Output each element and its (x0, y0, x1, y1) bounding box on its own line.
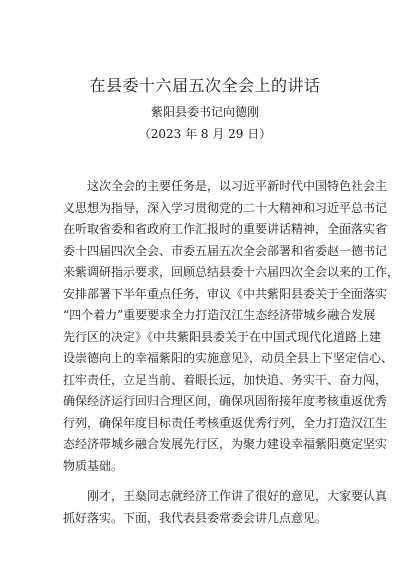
text-line: 来紫调研指示要求，回顾总结县委十六届四次全会以来的工作， (63, 265, 400, 279)
text-line: 委十四届四次全会、市委五届五次全会部署和省委赵一德书记 (63, 243, 388, 258)
text-line: 在听取省委和省政府工作汇报时的重要讲话精神，全面落实省 (63, 222, 388, 236)
text-line: 态经济带城乡融合发展先行区，为聚力建设幸福紫阳奠定坚实 (63, 437, 388, 451)
text-line: 安排部署下半年重点任务，审议《中共紫阳县委关于全面落实 (63, 286, 388, 301)
text-line: 这次全会的主要任务是，以习近平新时代中国特色社会主 (87, 179, 388, 193)
text-line: 确保经济运行回归合理区间，确保巩固衔接年度考核重返优秀 (63, 394, 388, 408)
text-line: 扛牢责任，立足当前、着眼长远，加快追、务实干、奋力闯， (63, 372, 388, 387)
text-line: 抓好落实。下面，我代表县委常委会讲几点意见。 (63, 510, 328, 525)
text-line: 刚才，王燊同志就经济工作讲了很好的意见，大家要认真 (87, 489, 388, 503)
speech-date: （2023 年 8 月 29 日） (138, 127, 272, 141)
speech-title: 在县委十六届五次全会上的讲话 (89, 76, 321, 95)
text-line: 义思想为指导，深入学习贯彻党的二十大精神和习近平总书记 (63, 200, 388, 215)
text-line: 设崇德向上的幸福紫阳的实施意见》，动员全县上下坚定信心、 (63, 351, 394, 365)
text-line: “四个着力”重要要求全力打造汉江生态经济带城乡融合发展 (63, 308, 376, 322)
text-line: 物质基础。 (63, 458, 124, 473)
paragraph-spacer (63, 477, 347, 486)
text-line: 行列，确保年度目标责任考核重返优秀行列，全力打造汉江生 (63, 415, 388, 430)
speaker-line: 紫阳县委书记向德刚 (150, 105, 259, 119)
speech-body (63, 176, 400, 529)
text-line: 先行区的决定》《中共紫阳县委关于在中国式现代化道路上建 (63, 329, 382, 344)
paragraph (63, 486, 388, 529)
paragraph (63, 176, 400, 477)
